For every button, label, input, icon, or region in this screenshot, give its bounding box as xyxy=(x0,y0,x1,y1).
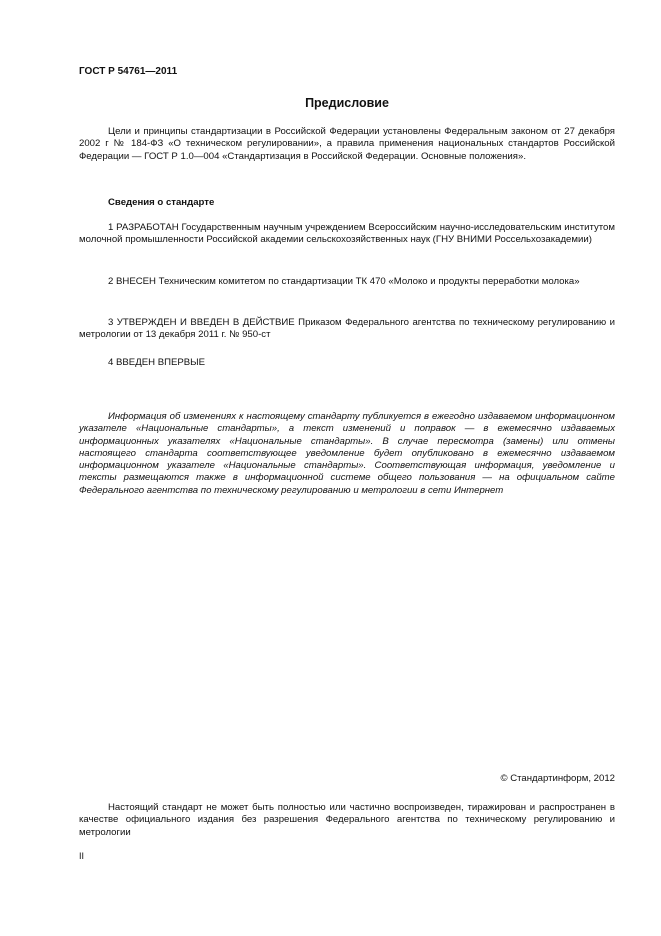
item-developed: 1 РАЗРАБОТАН Государственным научным учреждением Всероссийским научно-исследовательским институтом молочной промышленности Российской академии сельскохозяйственных наук (ГНУ ВНИМИ Россельхозакадемии) xyxy=(79,222,615,246)
page-title: Предисловие xyxy=(305,96,389,110)
item-submitted: 2 ВНЕСЕН Техническим комитетом по стандартизации ТК 470 «Молоко и продукты переработки молока» xyxy=(108,276,580,287)
intro-paragraph: Цели и принципы стандартизации в Российской Федерации установлены Федеральным законом от 27 декабря 2002 г № 184-ФЗ «О техническом регулировании», а правила применения национальных стандартов Российской Федерации — ГОСТ Р 1.0—004 «Стандартизация в Российской Федерации. Основные положения». xyxy=(79,126,615,162)
standard-code: ГОСТ Р 54761—2011 xyxy=(79,66,178,77)
info-note: Информация об изменениях к настоящему стандарту публикуется в ежегодно издаваемом информационном указателе «Национальные стандарты», а текст изменений и поправок — в ежемесячно издаваемых информационных указателях «Национальные стандарты». В случае пересмотра (замены) или отмены настоящего стандарта соответствующее уведомление будет опубликовано в ежемесячно издаваемом информационном указателе «Национальные стандарты». Соответствующая информация, уведомление и тексты размещаются также в информационной системе общего пользования — на официальном сайте Федерального агентства по техническому регулированию и метрологии в сети Интернет xyxy=(79,411,615,496)
page-number: II xyxy=(79,851,85,861)
section-heading: Сведения о стандарте xyxy=(108,197,215,208)
item-first-introduced: 4 ВВЕДЕН ВПЕРВЫЕ xyxy=(108,357,206,368)
copyright: © Стандартинформ, 2012 xyxy=(500,773,615,784)
item-approved: 3 УТВЕРЖДЕН И ВВЕДЕН В ДЕЙСТВИЕ Приказом Федерального агентства по техническому регулированию и метрологии от 13 декабря 2011 г. № 950-ст xyxy=(79,317,615,341)
reproduction-note: Настоящий стандарт не может быть полностью или частично воспроизведен, тиражирован и распространен в качестве официального издания без разрешения Федерального агентства по техническому регулированию и метрологии xyxy=(79,802,615,838)
